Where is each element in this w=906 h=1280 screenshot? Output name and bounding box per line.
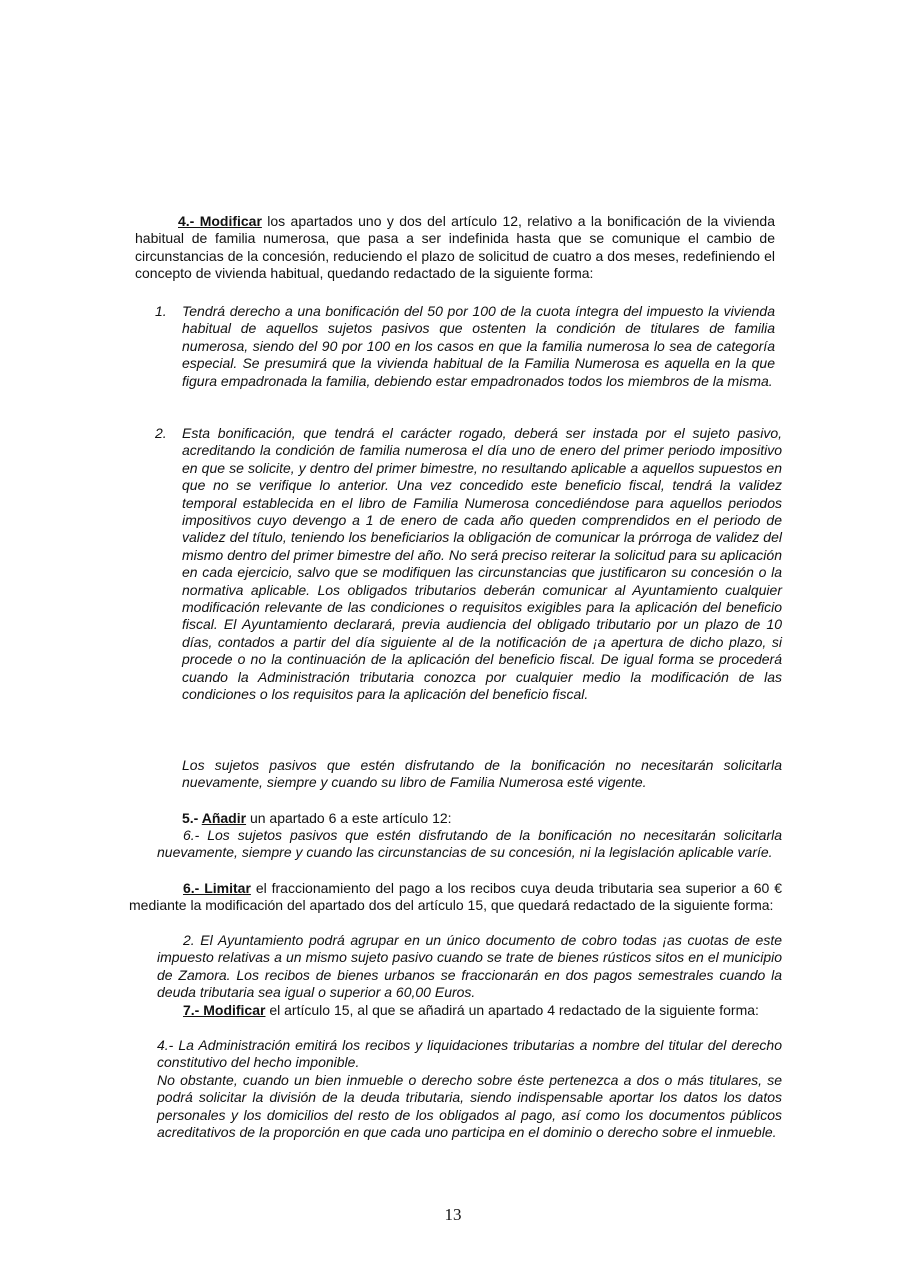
section-6-paragraph [129, 880, 782, 915]
section-6-heading: 6.- Limitar [183, 880, 251, 896]
section-5-prefix: 5.- [182, 810, 202, 826]
section-4-text: los apartados uno y dos del artículo 12, relativo a la bonificación de la vivienda habitual de familia numerosa, que pasa a ser indefinida hasta que se comunique el cambio de circunstancias de la concesión, reduciendo el plazo de solicitud de cuatro a dos meses, redefiniendo el concepto de vivienda habitual, quedando redactado de la siguiente forma: [135, 213, 775, 282]
section-7-paragraph [129, 1002, 782, 1019]
item-1-number: 1. [155, 303, 167, 319]
section-5-heading: Añadir [201, 810, 247, 826]
section-7-quote-1: 4.- La Administración emitirá los recibos y liquidaciones tributarias a nombre del titular del derecho constitutivo del hecho imponible. [157, 1037, 782, 1071]
section-5-text: un apartado 6 a este artículo 12: [246, 810, 452, 826]
page-number: 13 [444, 1205, 462, 1224]
section-7-heading: 7.- Modificar [183, 1002, 266, 1018]
section-7-text: el artículo 15, al que se añadirá un apartado 4 redactado de la siguiente forma: [265, 1002, 759, 1018]
item-2-text: Esta bonificación, que tendrá el carácter rogado, deberá ser instada por el sujeto pasivo, acreditando la condición de familia numerosa el día uno de enero del primer periodo impositivo en que se solicite, y dentro del primer bimestre, no resultando aplicable a aquellos supuestos en que no se verifique lo anterior. Una vez concedido este beneficio fiscal, tendrá la validez temporal establecida en el libro de Familia Numerosa concediéndose para aquellos periodos impositivos cuyo devengo a 1 de enero de cada año queden comprendidos en el periodo de validez del título, teniendo los beneficiarios la obligación de comunicar la prórroga de validez del mismo dentro del primer bimestre del año. No será preciso reiterar la solicitud para su aplicación en cada ejercicio, salvo que se modifiquen las circunstancias que justificaron su concesión o la normativa aplicable. Los obligados tributarios deberán comunicar al Ayuntamiento cualquier modificación relevante de las condiciones o requisitos exigibles para la aplicación del beneficio fiscal. El Ayuntamiento declarará, previa audiencia del obligado tributario por un plazo de 10 días, contados a partir del día siguiente al de la notificación de ¡a apertura de dicho plazo, si procede o no la continuación de la aplicación del beneficio fiscal. De igual forma se procederá cuando la Administración tributaria conozca por cualquier medio la modificación de las condiciones o los requisitos para la aplicación del beneficio fiscal. [182, 425, 782, 703]
section-4-paragraph [135, 213, 775, 283]
section-4-heading: 4.- Modificar [178, 213, 262, 229]
section-5-paragraph [182, 810, 782, 827]
section-4-closing: Los sujetos pasivos que estén disfrutando de la bonificación no necesitarán solicitarla nuevamente, siempre y cuando su libro de Familia Numerosa esté vigente. [182, 757, 782, 791]
item-2-number: 2. [155, 425, 167, 441]
item-1-text: Tendrá derecho a una bonificación del 50 por 100 de la cuota íntegra del impuesto la vivienda habitual de aquellos sujetos pasivos que ostenten la condición de titulares de familia numerosa, siendo del 90 por 100 en los casos en que la familia numerosa lo sea de categoría especial. Se presumirá que la vivienda habitual de la Familia Numerosa es aquella en la que figura empadronada la familia, debiendo estar empadronados todos los miembros de la misma. [182, 303, 775, 389]
section-6-text: el fraccionamiento del pago a los recibos cuya deuda tributaria sea superior a 60 € mediante la modificación del apartado dos del artículo 15, que quedará redactado de la siguiente forma: [129, 880, 783, 914]
section-6-quote: 2. El Ayuntamiento podrá agrupar en un único documento de cobro todas ¡as cuotas de este impuesto relativas a un mismo sujeto pasivo cuando se trate de bienes rústicos sitos en el municipio de Zamora. Los recibos de bienes urbanos se fraccionarán en dos pagos semestrales cuando la deuda tributaria sea igual o superior a 60,00 Euros. [157, 932, 782, 1001]
section-5-quote: 6.- Los sujetos pasivos que estén disfrutando de la bonificación no necesitarán solicitarla nuevamente, siempre y cuando las circunstancias de su concesión, ni la legislación aplicable varíe. [157, 827, 782, 861]
section-7-quote-2: No obstante, cuando un bien inmueble o derecho sobre éste pertenezca a dos o más titulares, se podrá solicitar la división de la deuda tributaria, siendo indispensable aportar los datos los datos personales y los domicilios del resto de los obligados al pago, así como los documentos públicos acreditativos de la proporción en que cada uno participa en el dominio o derecho sobre el inmueble. [157, 1072, 782, 1141]
